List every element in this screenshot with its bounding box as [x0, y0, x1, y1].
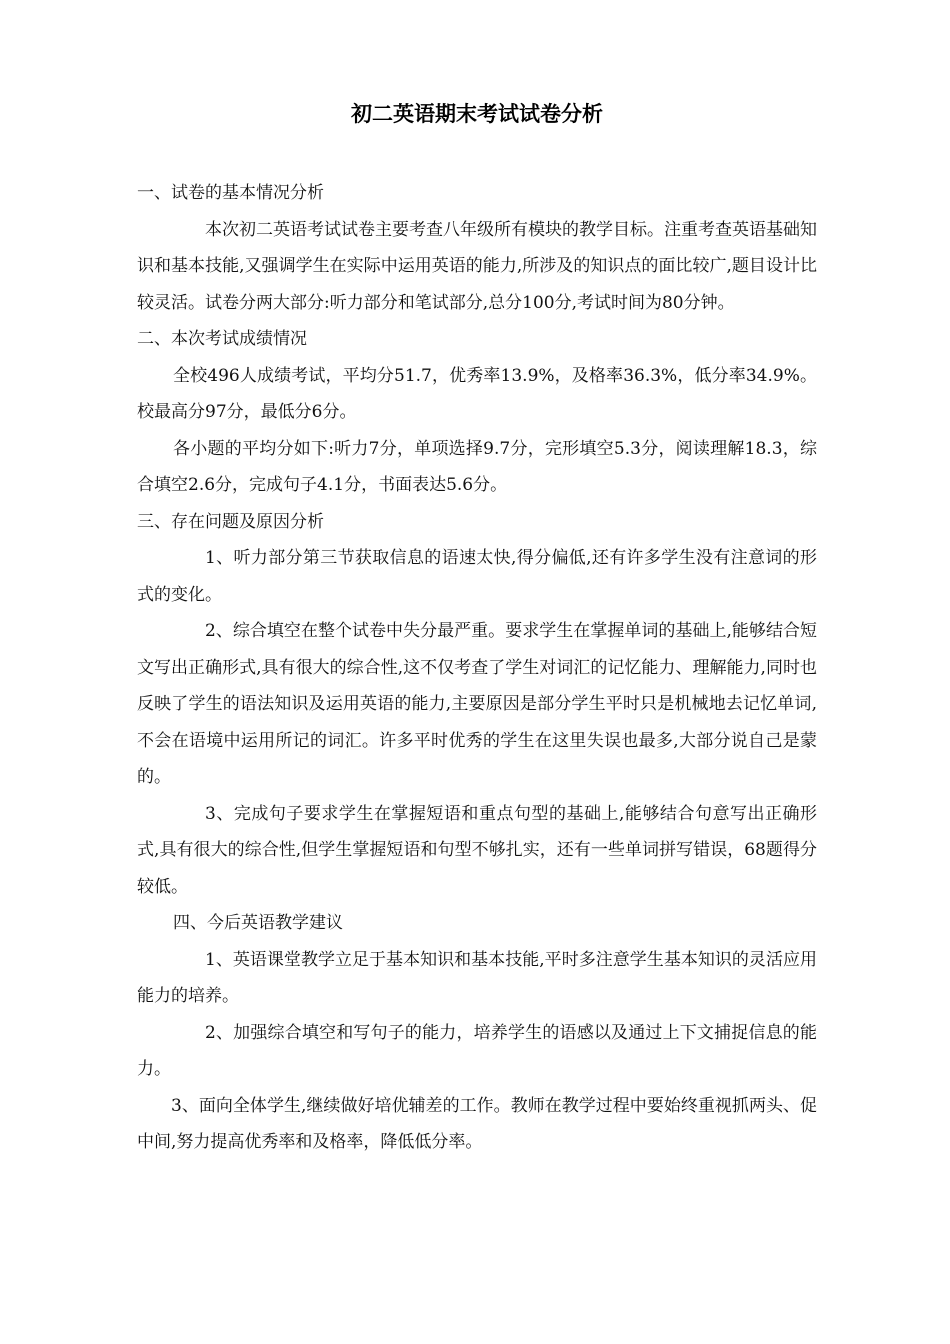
- section-heading: 一、试卷的基本情况分析: [137, 183, 324, 203]
- paragraph: 各小题的平均分如下:听力7分，单项选择9.7分，完形填空5.3分，阅读理解18.3，综合填空2.6分，完成句子4.1分，书面表达5.6分。: [137, 438, 817, 495]
- paragraph: 1、听力部分第三节获取信息的语速太快,得分偏低,还有许多学生没有注意词的形式的变化。: [137, 548, 817, 605]
- page-title: 初二英语期末考试试卷分析: [351, 102, 603, 126]
- title-spacer: [137, 132, 817, 175]
- paragraph: 1、英语课堂教学立足于基本知识和基本技能,平时多注意学生基本知识的灵活应用能力的培养。: [137, 949, 817, 1006]
- paragraph: 2、综合填空在整个试卷中失分最严重。要求学生在掌握单词的基础上,能够结合短文写出正确形式,具有很大的综合性,这不仅考查了学生对词汇的记忆能力、理解能力,同时也反映了学生的语法知识及运用英语的能力,主要原因是部分学生平时只是机械地去记忆单词,不会在语境中运用所记的词汇。许多平时优秀的学生在这里失误也最多,大部分说自己是蒙的。: [137, 621, 817, 787]
- paragraph: 全校496人成绩考试，平均分51.7，优秀率13.9%，及格率36.3%，低分率34.9%。校最高分97分，最低分6分。: [137, 365, 817, 422]
- section-heading: 四、今后英语教学建议: [173, 913, 343, 933]
- section-basic-analysis: [137, 175, 817, 321]
- paragraph: 本次初二英语考试试卷主要考查八年级所有模块的教学目标。注重考查英语基础知识和基本技能,又强调学生在实际中运用英语的能力,所涉及的知识点的面比较广,题目设计比较灵活。试卷分两大部分:听力部分和笔试部分,总分100分,考试时间为80分钟。: [137, 219, 817, 313]
- section-exam-results: [137, 321, 817, 504]
- section-suggestions: [137, 905, 817, 1161]
- document-body: [137, 96, 817, 1161]
- section-heading: 三、存在问题及原因分析: [137, 511, 324, 532]
- paragraph: 3、面向全体学生,继续做好培优辅差的工作。教师在教学过程中要始终重视抓两头、促中间,努力提高优秀率和及格率，降低低分率。: [137, 1095, 817, 1152]
- section-problems: [137, 504, 817, 906]
- paragraph: 3、完成句子要求学生在掌握短语和重点句型的基础上,能够结合句意写出正确形式,具有很大的综合性,但学生掌握短语和句型不够扎实，还有一些单词拼写错误，68题得分较低。: [137, 803, 817, 897]
- section-heading: 二、本次考试成绩情况: [137, 329, 307, 349]
- paragraph: 2、加强综合填空和写句子的能力，培养学生的语感以及通过上下文捕捉信息的能力。: [137, 1022, 817, 1079]
